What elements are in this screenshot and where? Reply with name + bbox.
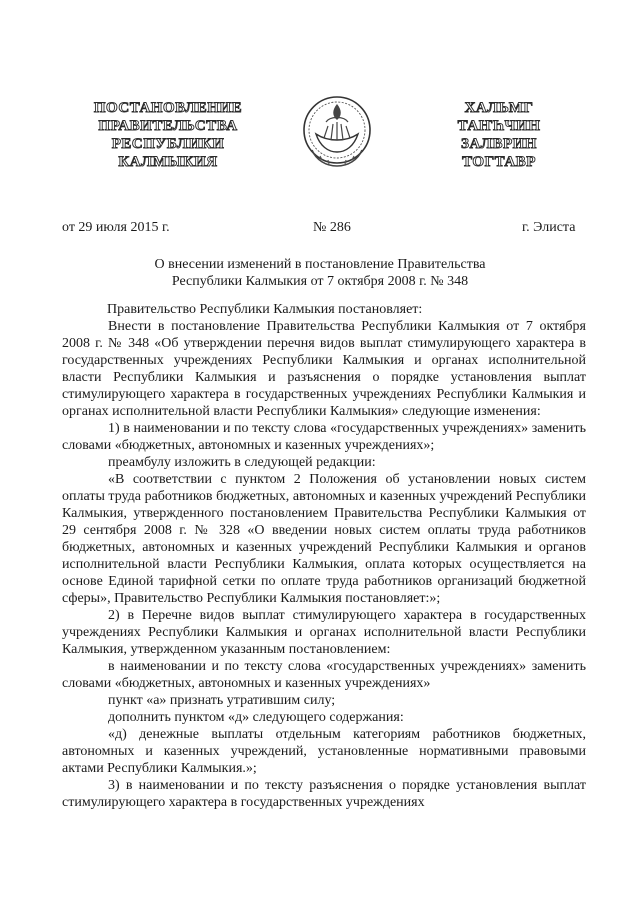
- decree-date: от 29 июля 2015 г.: [62, 220, 170, 235]
- kalmykia-coat-of-arms-icon: [302, 94, 372, 170]
- header-kalmyk-title: [434, 99, 564, 171]
- decree-city: г. Элиста: [522, 220, 576, 235]
- header-left-line: ПРАВИТЕЛЬСТВА: [98, 118, 238, 134]
- body-paragraph: «д) денежные выплаты отдельным категориям работников бюджетных, автономных и казенных учреждений, установленные нормативными правовыми актами Республики Калмыкия.»;: [62, 727, 586, 776]
- header-right-line: ТОГТАВР: [462, 154, 536, 170]
- body-paragraph: Внести в постановление Правительства Республики Калмыкия от 7 октября 2008 г. № 348 «Об утверждении перечня видов выплат стимулирующего характера в государственных учреждениях Республики Калмыкия и органах исполнительной власти Республики Калмыкия и разъяснения о порядке установления выплат стимулирующего характера в государственных учреждениях Республики Калмыкия и органах исполнительной власти Республики Калмыкия» следующие изменения:: [62, 319, 586, 419]
- body-paragraph: пункт «а» признать утратившим силу;: [108, 693, 336, 708]
- header-right-line: ЗАЛВРИН: [461, 136, 537, 152]
- header-left-line: ПОСТАНОВЛЕНИЕ: [93, 100, 243, 116]
- body-paragraph: Правительство Республики Калмыкия постановляет:: [107, 302, 423, 317]
- body-paragraph: дополнить пунктом «д» следующего содержания:: [108, 710, 404, 725]
- body-paragraph: «В соответствии с пунктом 2 Положения об установлении новых систем оплаты труда работников бюджетных, автономных и казенных учреждений Республики Калмыкия, утвержденного постановлением Правительства Республики Калмыкия от 29 сентября 2008 г. № 328 «О введении новых систем оплаты труда работников бюджетных, автономных и казенных учреждений Республики Калмыкия и органов исполнительной власти Республики Калмыкия, оплата которых осуществляется на основе Единой тарифной сетки по оплате труда работников организаций бюджетной сферы», Правительство Республики Калмыкия постановляет:»;: [62, 472, 586, 606]
- decree-subject: [100, 256, 540, 290]
- header-right-line: ХАЛЬМГ: [464, 100, 534, 116]
- decree-body: [62, 301, 586, 811]
- subject-line: О внесении изменений в постановление Правительства: [154, 257, 486, 272]
- header-left-line: КАЛМЫКИЯ: [118, 154, 218, 170]
- body-paragraph: 1) в наименовании и по тексту слова «государственных учреждениях» заменить словами «бюджетных, автономных и казенных учреждениях»;: [62, 421, 586, 453]
- body-paragraph: 2) в Перечне видов выплат стимулирующего характера в государственных учреждениях Республики Калмыкия и органах исполнительной власти Республики Калмыкия, утвержденном указанным постановлением:: [62, 608, 586, 657]
- body-paragraph: 3) в наименовании и по тексту разъяснения о порядке установления выплат стимулирующего характера в государственных учреждениях: [62, 778, 586, 810]
- header-right-line: ТАҤҺЧИН: [457, 118, 541, 134]
- decree-number: № 286: [313, 220, 351, 235]
- header-russian-title: [84, 99, 252, 171]
- body-paragraph: преамбулу изложить в следующей редакции:: [108, 455, 376, 470]
- header-left-line: РЕСПУБЛИКИ: [111, 136, 225, 152]
- body-paragraph: в наименовании и по тексту слова «государственных учреждениях» заменить словами «бюджетных, автономных и казенных учреждениях»: [62, 659, 586, 691]
- subject-line: Республики Калмыкия от 7 октября 2008 г. № 348: [171, 274, 469, 289]
